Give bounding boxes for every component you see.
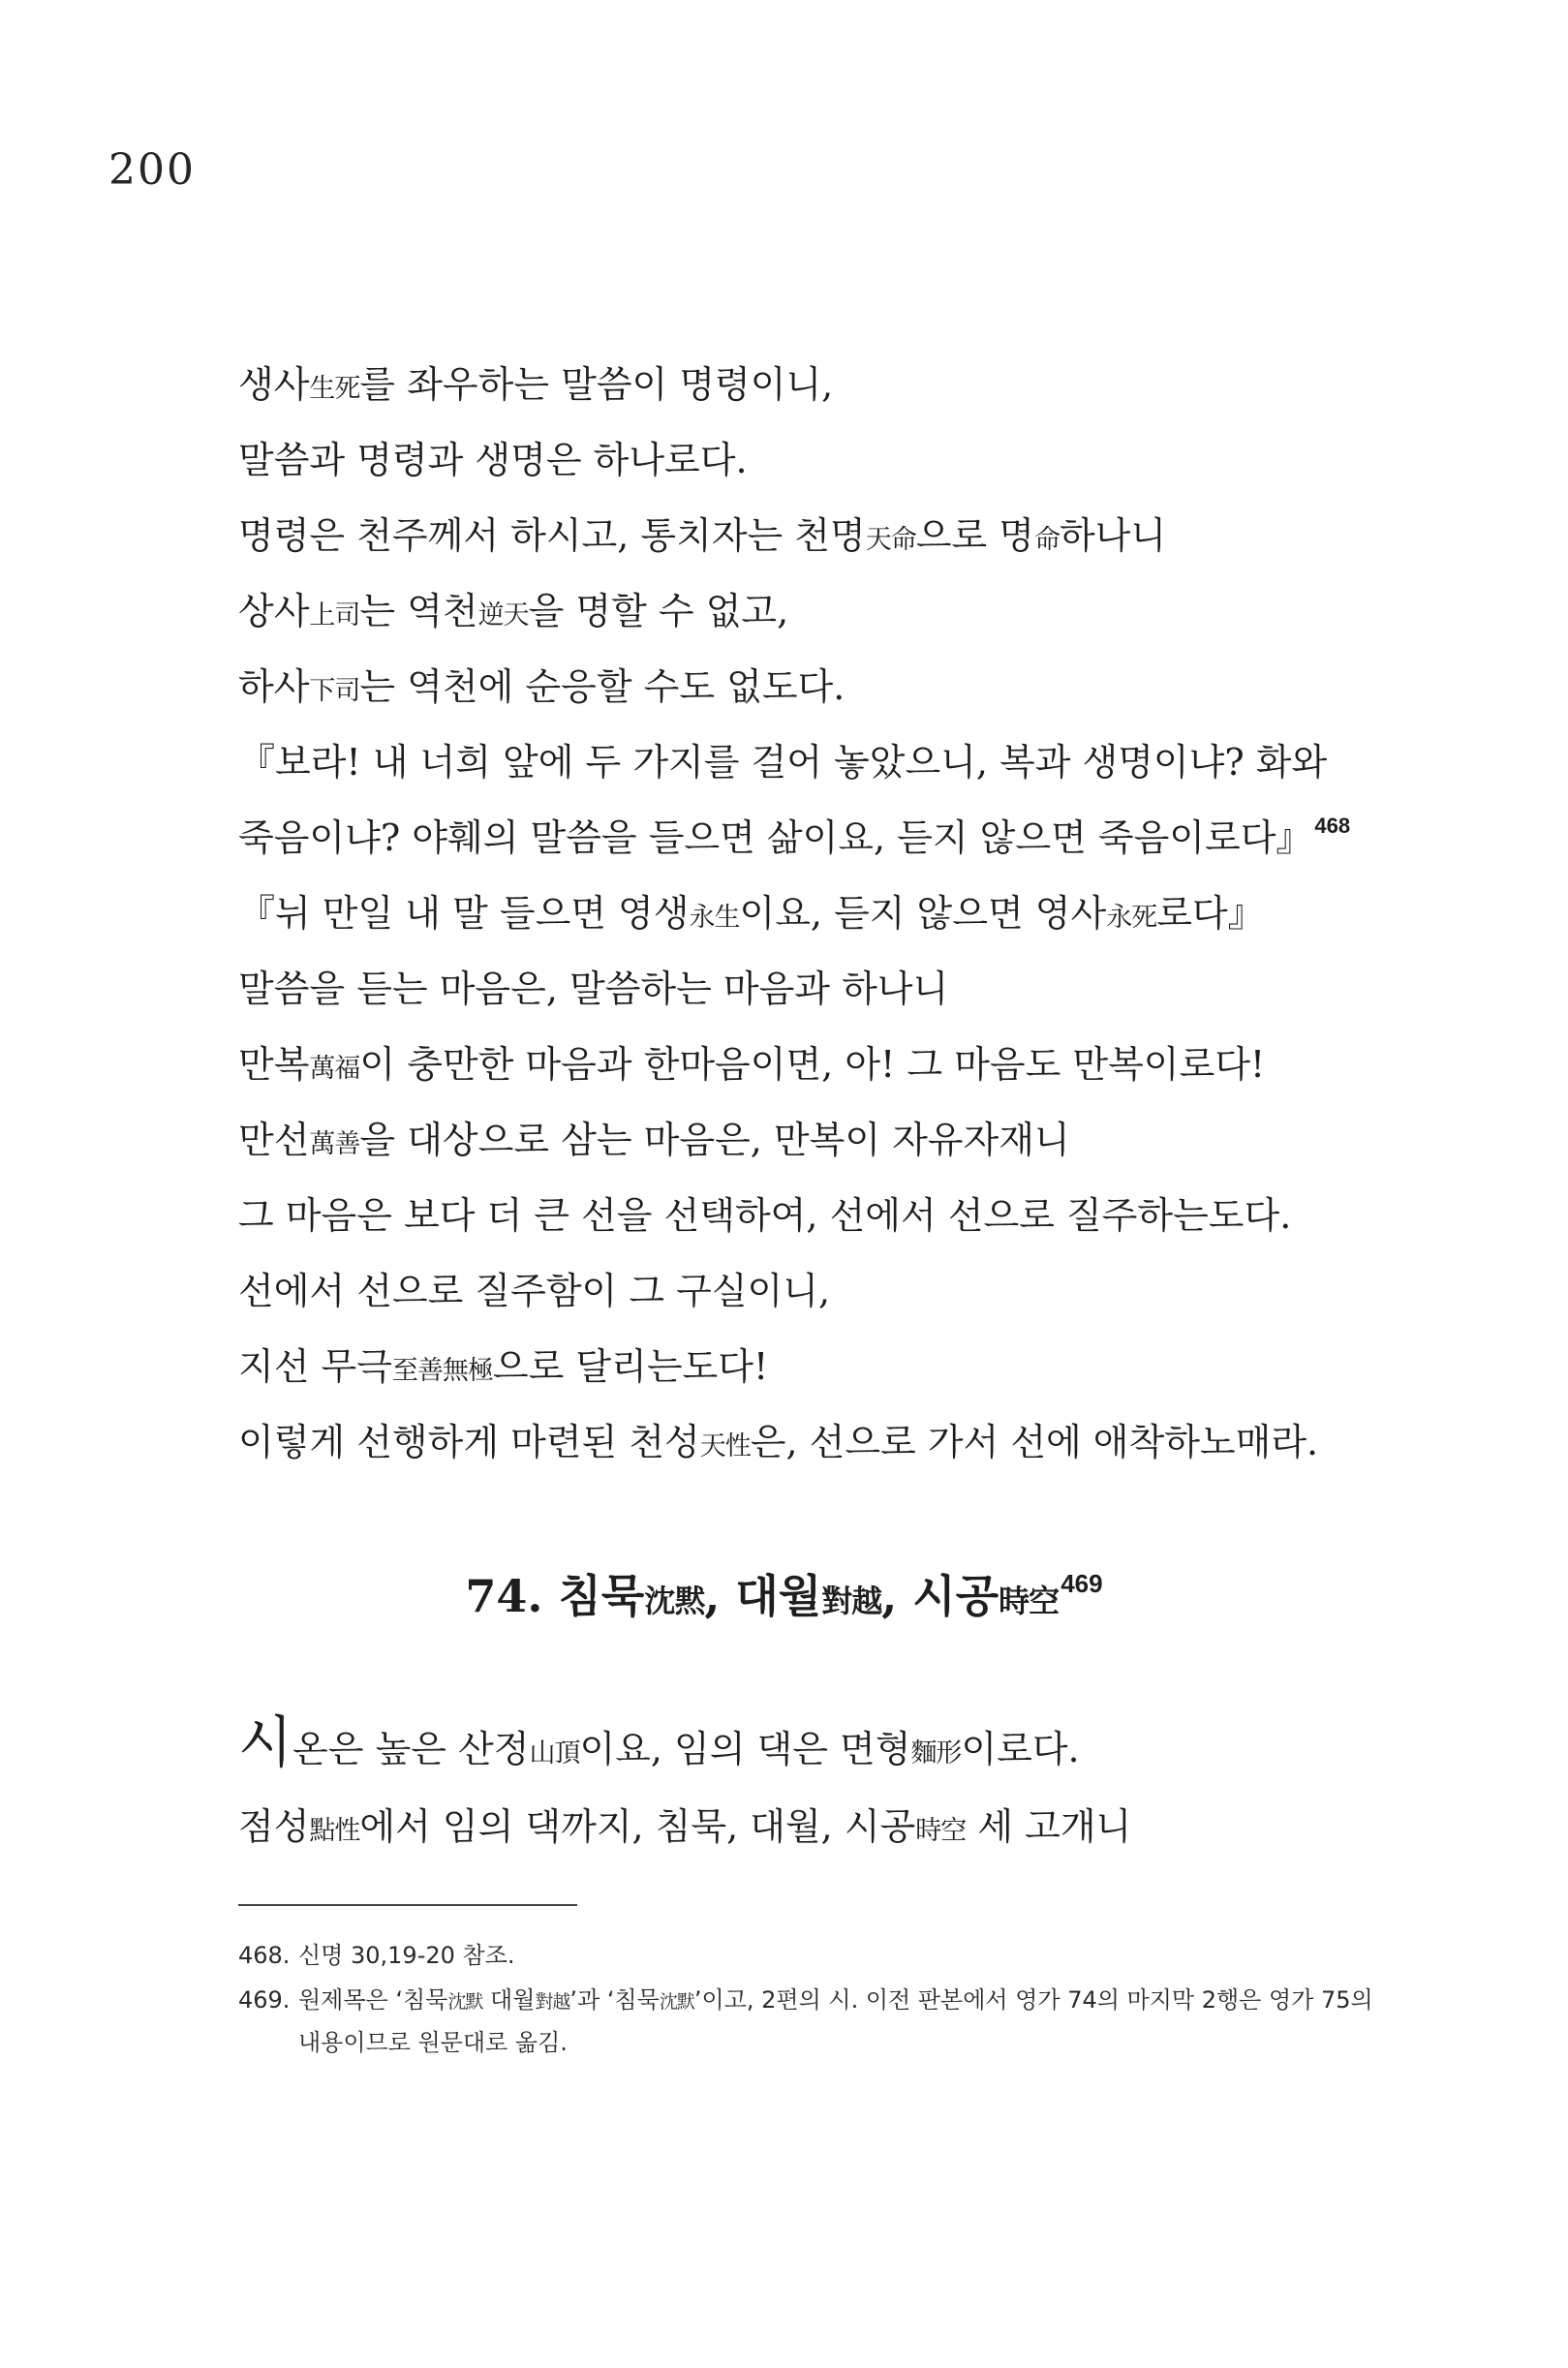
page-number: 200 xyxy=(108,145,196,195)
text-segment: 이요, 듣지 않으면 영사 xyxy=(739,892,1107,935)
hanja-annotation: 至善無極 xyxy=(391,1356,493,1386)
text-segment: 『보라! 내 너희 앞에 두 가지를 걸어 놓았으니, 복과 생명이냐? 화와 xyxy=(238,741,1328,784)
poem-body xyxy=(238,347,1381,1480)
text-segment: 말씀과 명령과 생명은 하나로다. xyxy=(238,439,748,481)
poem-line xyxy=(238,1027,1381,1102)
text-segment: 말씀을 듣는 마음은, 말씀하는 마음과 하나니 xyxy=(238,968,949,1010)
text-segment: 을 대상으로 삼는 마음은, 만복이 자유자재니 xyxy=(359,1119,1070,1161)
text-segment: 을 명할 수 없고, xyxy=(528,590,789,632)
footnote-text xyxy=(298,1935,1381,1976)
poem-line xyxy=(238,876,1381,951)
text-segment: 점성 xyxy=(238,1805,310,1848)
text-segment: 하나니 xyxy=(1059,514,1167,557)
footnotes xyxy=(238,1935,1381,2067)
poem-line xyxy=(238,498,1381,573)
hanja-annotation: 沈默 xyxy=(659,1991,694,2013)
text-segment: 를 좌우하는 말씀이 명령이니, xyxy=(359,363,834,406)
hanja-annotation: 下司 xyxy=(309,676,360,706)
text-segment: 하사 xyxy=(238,665,310,708)
text-segment: 만복 xyxy=(238,1043,310,1086)
text-segment: 는 역천에 순응할 수도 없도다. xyxy=(359,665,845,708)
poem-line xyxy=(238,422,1381,498)
text-segment: 명령은 천주께서 하시고, 통치자는 천명 xyxy=(238,514,866,557)
text-segment: 온은 높은 산정 xyxy=(292,1728,530,1770)
text-segment: 원제목은 ‘침묵 xyxy=(298,1986,448,2014)
footnote xyxy=(238,1980,1381,2063)
hanja-annotation: 命 xyxy=(1033,525,1060,555)
footnote-reference: 468 xyxy=(1314,814,1351,838)
text-segment: 이 충만한 마음과 한마음이면, 아! 그 마음도 만복이로다! xyxy=(359,1043,1266,1086)
hanja-annotation: 逆天 xyxy=(477,600,529,630)
text-segment: 그 마음은 보다 더 큰 선을 선택하여, 선에서 선으로 질주하는도다. xyxy=(238,1194,1292,1237)
hanja-annotation: 山頂 xyxy=(529,1738,580,1768)
text-segment: 으로 달리는도다! xyxy=(492,1345,769,1388)
hanja-annotation: 上司 xyxy=(309,600,360,630)
hanja-annotation: 對越 xyxy=(535,1991,570,2013)
poem-line xyxy=(238,573,1381,649)
hanja-annotation: 生死 xyxy=(309,374,360,404)
poem-line xyxy=(238,800,1381,876)
text-segment: ’이고, 2편의 시. 이전 판본에서 영가 74의 마지막 2행은 영가 75의 내용이므로 원문대로 옮김. xyxy=(298,1986,1373,2056)
hanja-annotation: 時空 xyxy=(915,1816,967,1846)
poem-line xyxy=(238,951,1381,1027)
section-title xyxy=(0,1561,1568,1625)
text-segment: 로다』 xyxy=(1156,892,1265,935)
hanja-annotation: 麵形 xyxy=(910,1738,962,1768)
text-segment: 대월 xyxy=(482,1986,536,2014)
text-segment: 은, 선으로 가서 선에 애착하노매라. xyxy=(750,1421,1319,1463)
poem-line xyxy=(238,1329,1381,1404)
poem-line xyxy=(238,724,1381,800)
text-segment: 에서 임의 댁까지, 침묵, 대월, 시공 xyxy=(359,1805,916,1848)
footnote-number: 469. xyxy=(238,1986,291,2014)
text-segment: 으로 명 xyxy=(915,514,1034,557)
hanja-annotation: 對越 xyxy=(821,1583,882,1619)
text-segment: 74. 침묵 xyxy=(465,1570,645,1622)
verse-line xyxy=(238,1710,1131,1788)
text-segment: ’과 ‘침묵 xyxy=(569,1986,660,2014)
poem-line xyxy=(238,347,1381,422)
hanja-annotation: 萬福 xyxy=(309,1054,360,1084)
footnote xyxy=(238,1935,1381,1976)
text-segment: , 시공 xyxy=(881,1570,999,1622)
hanja-annotation: 永生 xyxy=(689,903,740,933)
hanja-annotation: 萬善 xyxy=(309,1129,360,1159)
verse-line xyxy=(238,1788,1131,1865)
text-segment: 만선 xyxy=(238,1119,310,1161)
footnote-reference: 469 xyxy=(1061,1569,1103,1598)
poem-line xyxy=(238,1253,1381,1329)
poem-line xyxy=(238,1102,1381,1178)
text-segment: 지선 무극 xyxy=(238,1345,392,1388)
poem-line xyxy=(238,1178,1381,1253)
text-segment: 죽음이냐? 야훼의 말씀을 들으면 삶이요, 듣지 않으면 죽음이로다』 xyxy=(238,816,1313,859)
footnote-text xyxy=(298,1980,1381,2063)
text-segment: 선에서 선으로 질주함이 그 구실이니, xyxy=(238,1270,831,1312)
hanja-annotation: 天性 xyxy=(699,1431,751,1461)
text-segment: 신명 30,19-20 참조. xyxy=(298,1942,515,1969)
verse-body xyxy=(238,1710,1131,1865)
text-segment: 이요, 임의 댁은 면형 xyxy=(579,1728,911,1770)
poem-line xyxy=(238,1404,1381,1480)
hanja-annotation: 天命 xyxy=(865,525,916,555)
text-segment: 『뉘 만일 내 말 들으면 영생 xyxy=(238,892,690,935)
text-segment: 이로다. xyxy=(961,1728,1080,1770)
text-segment: 상사 xyxy=(238,590,310,632)
poem-line xyxy=(238,649,1381,724)
hanja-annotation: 沈默 xyxy=(447,1991,483,2013)
text-segment: , 대월 xyxy=(704,1570,822,1622)
text-segment: 는 역천 xyxy=(359,590,478,632)
text-segment: 생사 xyxy=(238,363,310,406)
hanja-annotation: 沈黙 xyxy=(644,1583,705,1619)
text-segment: 이렇게 선행하게 마련된 천성 xyxy=(238,1421,700,1463)
footnote-number: 468. xyxy=(238,1942,291,1969)
drop-cap: 시 xyxy=(238,1709,293,1775)
hanja-annotation: 時空 xyxy=(999,1583,1060,1619)
hanja-annotation: 點性 xyxy=(309,1816,360,1846)
hanja-annotation: 永死 xyxy=(1106,903,1157,933)
footnote-divider xyxy=(238,1904,577,1906)
text-segment: 세 고개니 xyxy=(966,1805,1132,1848)
